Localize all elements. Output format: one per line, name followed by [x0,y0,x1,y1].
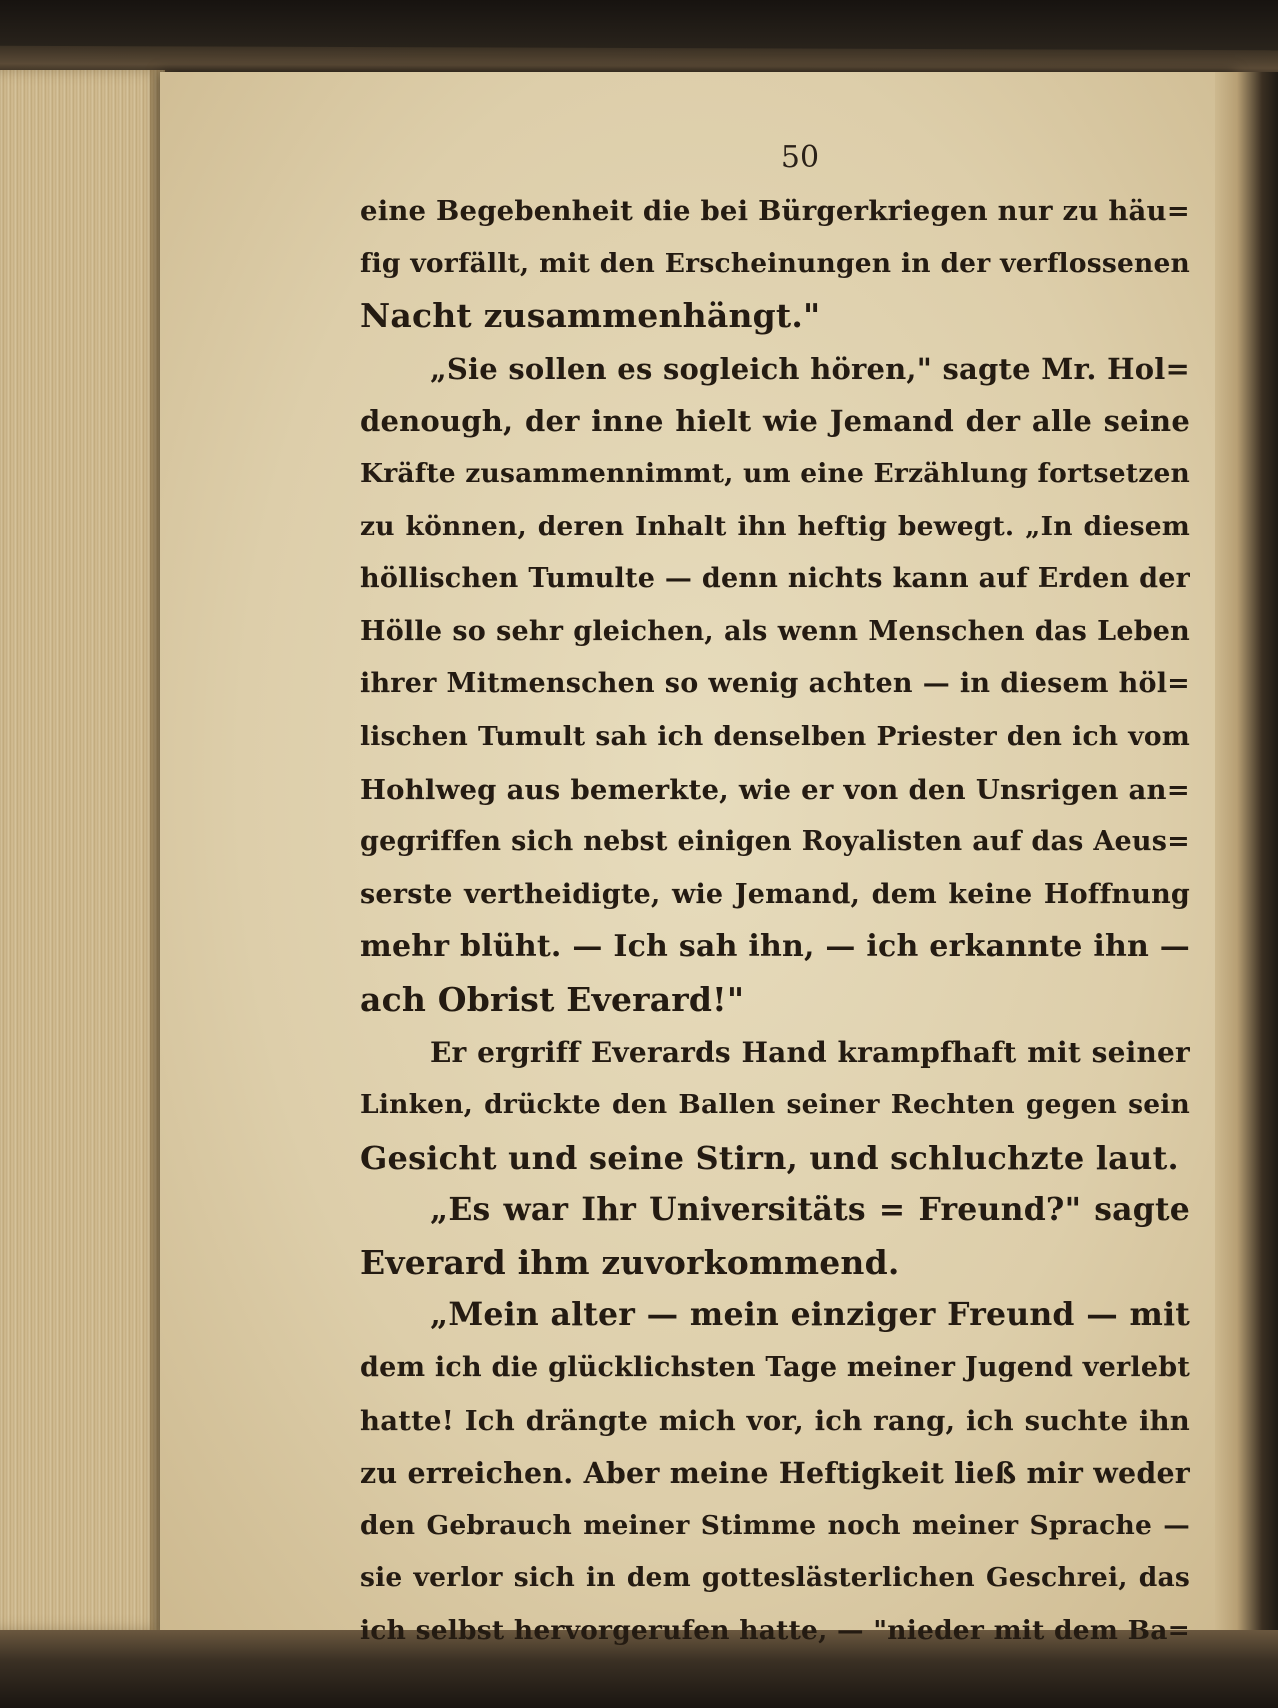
text-line: Er ergriff Everards Hand krampfhaft mit seiner [430,1035,1190,1069]
text-line: serste vertheidigte, wie Jemand, dem keine Hoffnung [360,878,1190,910]
text-line: eine Begebenheit die bei Bürgerkriegen nur zu häu= [360,195,1190,227]
text-line: Nacht zusammenhängt." [360,296,821,336]
text-line: lischen Tumult sah ich denselben Priester den ich vom [360,720,1190,752]
text-line: Everard ihm zuvorkommend. [360,1242,900,1282]
text-line: sie verlor sich in dem gotteslästerlichen Geschrei, das [360,1562,1190,1594]
body-text [360,185,1190,1658]
text-line: zu können, deren Inhalt ihn heftig bewegt. „In diesem [360,510,1190,542]
text-line: zu erreichen. Aber meine Heftigkeit ließ mir weder [360,1456,1190,1491]
text-line: mehr blüht. — Ich sah ihn, — ich erkannte ihn — [360,929,1190,965]
text-line: den Gebrauch meiner Stimme noch meiner Sprache — [360,1509,1190,1541]
text-line: Kräfte zusammennimmt, um eine Erzählung fortsetzen [360,457,1190,489]
text-line: Gesicht und seine Stirn, und schluchzte laut. [360,1138,1179,1177]
text-line: gegriffen sich nebst einigen Royalisten auf das Aeus= [360,826,1190,858]
text-line: ach Obrist Everard!" [360,979,745,1019]
text-line: Linken, drückte den Ballen seiner Rechten gegen sein [360,1089,1190,1121]
text-line: „Sie sollen es sogleich hören," sagte Mr. Hol= [430,351,1190,386]
text-line: „Mein alter — mein einziger Freund — mit [430,1296,1190,1334]
text-line: „Es war Ihr Universitäts = Freund?" sagte [430,1191,1190,1229]
text-line: denough, der inne hielt wie Jemand der alle seine [360,404,1190,439]
text-line: fig vorfällt, mit den Erscheinungen in der verflossenen [360,247,1190,279]
text-line: Hohlweg aus bemerkte, wie er von den Unsrigen an= [360,773,1190,806]
text-line: Hölle so sehr gleichen, als wenn Menschen das Leben [360,615,1190,647]
text-line: dem ich die glücklichsten Tage meiner Jugend verlebt [360,1352,1190,1384]
page-stack-left [0,70,165,1630]
text-line: ihrer Mitmenschen so wenig achten — in diesem höl= [360,668,1190,700]
book-gutter-right [1215,72,1278,1632]
text-line: hatte! Ich drängte mich vor, ich rang, ich suchte ihn [360,1404,1190,1437]
text-line: höllischen Tumulte — denn nichts kann auf Erden der [360,563,1190,595]
page-number: 50 [780,140,820,175]
text-line: ich selbst hervorgerufen hatte, — "nieder mit dem Ba= [360,1615,1190,1647]
